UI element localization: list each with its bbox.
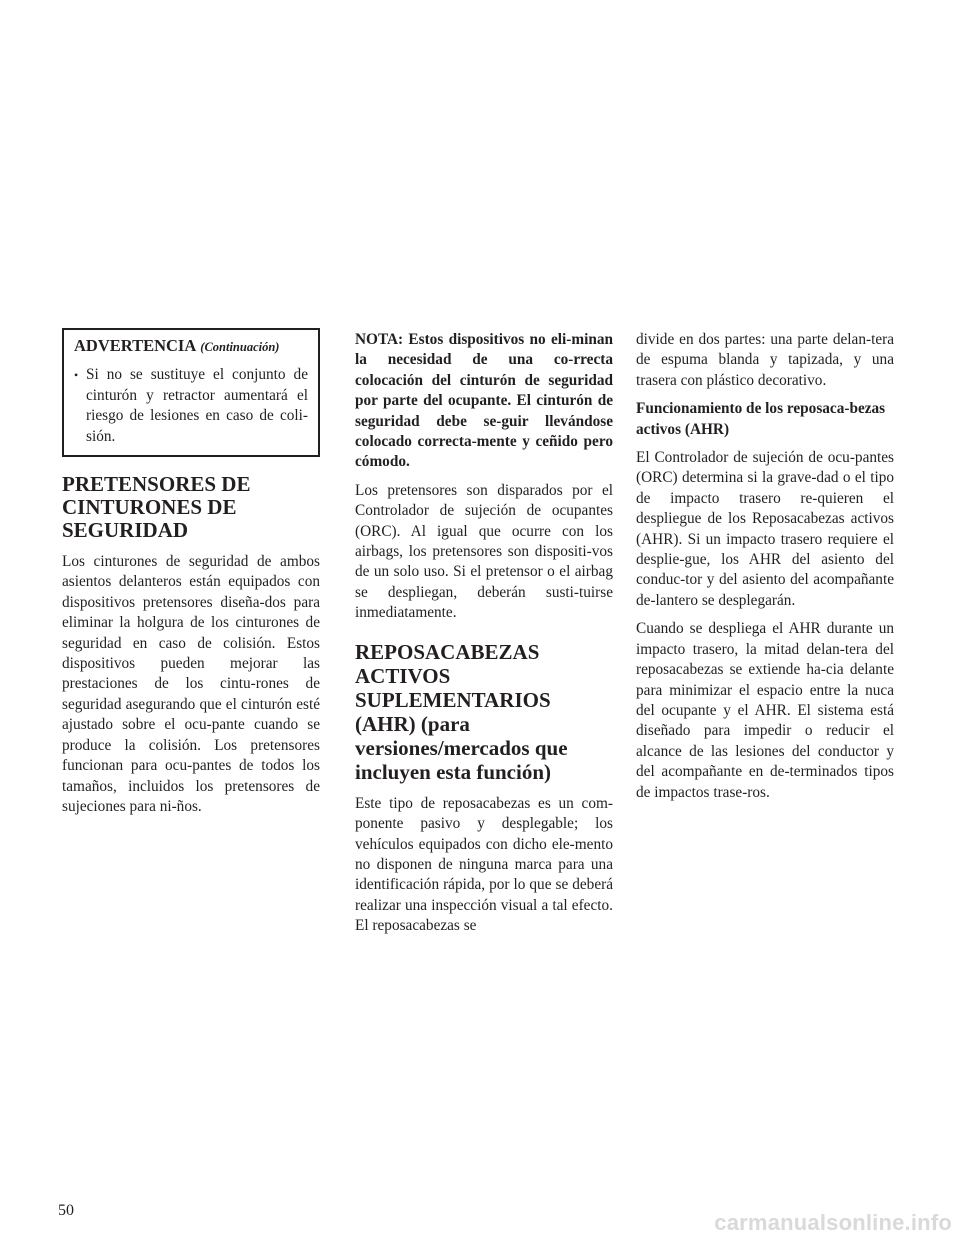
warning-item-text: Si no se sustituye el conjunto de cinturón y retractor aumentará el riesgo de lesiones en caso de coli-sión. [86,366,308,445]
column-left [62,328,320,825]
note-paragraph: NOTA: Estos dispositivos no eli-minan la necesidad de una co-rrecta colocación del cinturón de seguridad por parte del ocupante. El cinturón de seguridad debe se-guir llevándose colocado correcta-mente y ceñido pero cómodo. [355,331,613,471]
paragraph-funcionamiento: El Controlador de sujeción de ocu-pantes (ORC) determina si la grave-dad o el tipo de impacto trasero re-quieren el despliegue de los Reposacabezas activos (AHR). Si un impacto trasero requiere el desplie-gue, los AHR del asiento del conduc-tor y del asiento del acompañante de-lantero se desplegarán. [636,449,894,609]
warning-header [74,336,308,357]
paragraph-reposacabezas-intro: Este tipo de reposacabezas es un com-ponente pasivo y desplegable; los vehículos equipados con dicho ele-mento no disponen de ninguna marca para una identificación rápida, por lo que se deberá realizar una inspección visual a tal efecto. El reposacabezas se [355,794,613,935]
bullet-icon: • [74,368,79,383]
paragraph-reposacabezas-partes: divide en dos partes: una parte delan-tera de espuma blanda y tapizada, y una trasera con plástico decorativo. [636,331,894,389]
subheading-funcionamiento: Funcionamiento de los reposaca-bezas activos (AHR) [636,400,886,438]
column-middle [355,330,613,945]
section-heading-pretensores: PRETENSORES DE CINTURONES DE SEGURIDAD [62,472,251,543]
paragraph-despliegue: Cuando se despliega el AHR durante un impacto trasero, la mitad delan-tera del reposacabezas se extiende ha-cia delante para minimizar el espacio entre la nuca del ocupante y el AHR. El sistema está diseñado para impedir o reducir el alcance de las lesiones del conductor y del acompañante en de-terminados tipos de impactos trase-ros. [636,620,894,801]
warning-title: ADVERTENCIA [74,336,197,355]
warning-item [74,365,308,447]
watermark: carmanualsonline.info [714,1210,952,1235]
page-number: 50 [58,1202,74,1219]
warning-box [62,328,320,457]
warning-continuation: (Continuación) [200,340,280,354]
column-right [636,330,894,811]
paragraph-pretensores-orc: Los pretensores son disparados por el Controlador de sujeción de ocupantes (ORC). Al igual que ocurre con los airbags, los pretensores son dispositi-vos de un solo uso. Si el pretensor o el airbag se despliegan, deberán susti-tuirse inmediatamente. [355,481,613,622]
section-paragraph-pretensores: Los cinturones de seguridad de ambos asientos delanteros están equipados con dispositivos pretensores diseña-dos para eliminar la holgura de los cinturones de seguridad en caso de colisión. Estos dispositivos pueden mejorar las prestaciones de los cintu-rones de seguridad asegurando que el cinturón esté ajustado sobre el ocu-pante cuando se produce la colisión. Los pretensores funcionan para ocu-pantes de todos los tamaños, incluidos los pretensores de sujeciones para ni-ños. [62,553,320,815]
section-heading-reposacabezas: REPOSACABEZAS ACTIVOS SUPLEMENTARIOS (AHR) (para versiones/mercados que incluyen esta función) [355,639,568,784]
